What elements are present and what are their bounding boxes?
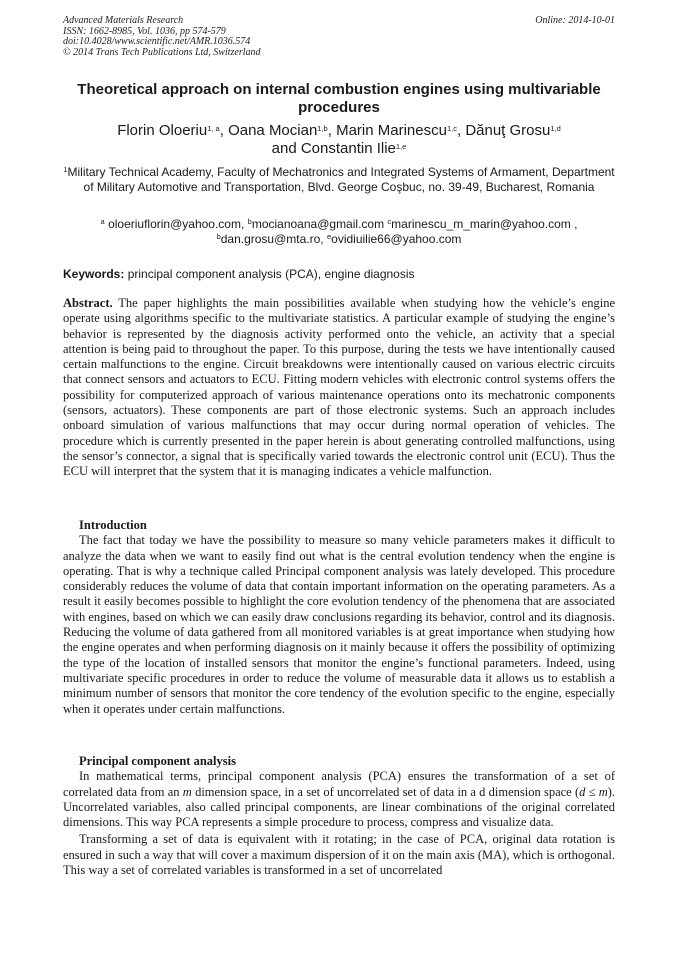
section-heading: Principal component analysis [79, 754, 236, 768]
paragraph: The fact that today we have the possibility to measure so many vehicle parameters makes it difficult to analyze the data when we want to easily find out what is the central evolution tendency when the engine is operating. That is why a technique called Principal component analysis was lately developed. This procedure considerably reduces the volume of data that contain important information on the operating parameters. As a result it easily becomes possible to highlight the core evolution tendency of the phenomena that are associated with engines, based on which we can easily draw conclusions regarding its behavior, control and its diagnosis. Reducing the volume of data gathered from all monitored variables is at great importance when studying how the engine operates and when performing diagnosis on it mainly because it offers the possibility of optimizing the type of the location of installed sensors that monitor the engine’s functional parameters. Indeed, using multivariate specific procedures in order to reduce the volume of measurable data it allows us to establish a minimum number of sensors that monitor the core tendency of the evolution specific to the engine, especially when it operates under certain malfunctions. [63, 533, 615, 716]
author-sup: 1,c [446, 124, 457, 133]
author-sup: 1,d [550, 124, 561, 133]
email-sup: a [100, 217, 105, 226]
pca-section [63, 754, 615, 878]
issn-line: ISSN: 1662-8985, Vol. 1036, pp 574-579 [63, 25, 226, 37]
email-link[interactable]: dan.grosu@mta.ro, [220, 232, 324, 246]
email-sup: c [387, 217, 392, 226]
email-link[interactable]: ovidiuilie66@yahoo.com [331, 232, 462, 246]
math-symbol: m [182, 784, 192, 799]
journal-header [63, 16, 615, 58]
author-sup: 1,e [395, 142, 407, 151]
math-formula: d ≤ m [579, 784, 608, 799]
and-word: and [271, 140, 297, 157]
introduction-section [63, 518, 615, 717]
affiliation-sup: 1 [63, 165, 68, 174]
author-name: Florin Oloeriu [117, 122, 208, 139]
copyright-line: © 2014 Trans Tech Publications Ltd, Switzerland [63, 46, 261, 58]
email-link[interactable]: oloeriuflorin@yahoo.com, [108, 217, 245, 231]
author-list: Florin Oloeriu$^{1, a}$, Oana Mocian$^{1,b}$, Marin Marinescu$^{1,c}$, Dănuţ Grosu$^{1,d}$ and Constantin Ilie$^{1,e}$ [117, 122, 561, 157]
paragraph [63, 769, 615, 830]
paper-title: Theoretical approach on internal combustion engines using multivariable procedures [77, 81, 601, 116]
email-link[interactable]: mocianoana@gmail.com [251, 217, 385, 231]
section-heading: Introduction [79, 518, 147, 532]
abstract-text: The paper highlights the main possibilities available when studying how the vehicle’s engine operate using algorithms specific to the multivariate statistics. A particular example of studying the engine’s behavior is represented by the diagnosis activity performed onto the vehicle, an activity that a special attention is being paid to throughout the paper. To this purpose, during the tests we have intentionally caused certain malfunctions to the engine. Circuit breakdowns were intentionally caused on various electric circuits that connect sensors and actuators to ECU. Fitting modern vehicles with electronic control systems offers the possibility for computerized approach of various maintenance operations onto its mechatronic components (sensors, actuators). These components are part of those electronic systems. Such an approach includes onboard simulation of various malfunctions that may occur during normal operation of vehicles. The procedure which is currently presented in the paper herein is about generating controlled malfunctions, using the sensor’s connector, a signal that is specifically varied towards the electronic control unit (ECU). Thus the ECU will interpret that the system that it is managing indicates a vehicle malfunction. [63, 296, 615, 479]
abstract-label: Abstract. [63, 296, 113, 310]
doi-line: doi:10.4028/www.scientific.net/AMR.1036.574 [63, 36, 251, 47]
text-run: In mathematical terms, principal component analysis (PCA) ensures the transformation of a set of correlated data from an [63, 769, 615, 799]
email-sup: e [326, 232, 332, 241]
abstract-section [63, 296, 615, 480]
author-name: Constantin Ilie [300, 140, 396, 157]
affiliation-text: Military Technical Academy, Faculty of Mechatronics and Integrated Systems of Armament, Department of Military Automotive and Transportation, Blvd. George Coşbuc, no. 39-49, Bucharest, Romania [67, 165, 615, 194]
author-name: Oana Mocian [228, 122, 318, 139]
author-sup: 1, a [207, 124, 220, 133]
paragraph: Transforming a set of data is equivalent with it rotating; in the case of PCA, original data rotation is ensured in such a way that will cover a maximum dispersion of it on the main axis (MA), which is orthogonal. This way a set of correlated variables is transformed in a set of uncorrelated [63, 832, 615, 878]
email-sup: b [247, 217, 252, 226]
author-sup: 1,b [317, 124, 328, 133]
online-date: Online: 2014-10-01 [535, 15, 615, 26]
author-name: Marin Marinescu [336, 122, 447, 139]
journal-name: Advanced Materials Research [63, 15, 184, 26]
keywords-label: Keywords: [63, 267, 125, 281]
email-sup: b [216, 232, 221, 241]
keywords-line [63, 267, 615, 282]
email-link[interactable]: marinescu_m_marin@yahoo.com , [391, 217, 578, 231]
keywords-text: principal component analysis (PCA), engine diagnosis [127, 267, 415, 281]
text-run: ). Uncorrelated variables, also called principal components, are linear combinations of the original correlated dimensions. This way PCA represents a simple procedure to process, compress and visualize data. [63, 784, 616, 830]
author-name: Dănuţ Grosu [465, 122, 551, 139]
email-list [63, 217, 615, 247]
text-run: dimension space, in a set of uncorrelated set of data in a d dimension space ( [195, 784, 580, 799]
affiliation [63, 165, 615, 195]
